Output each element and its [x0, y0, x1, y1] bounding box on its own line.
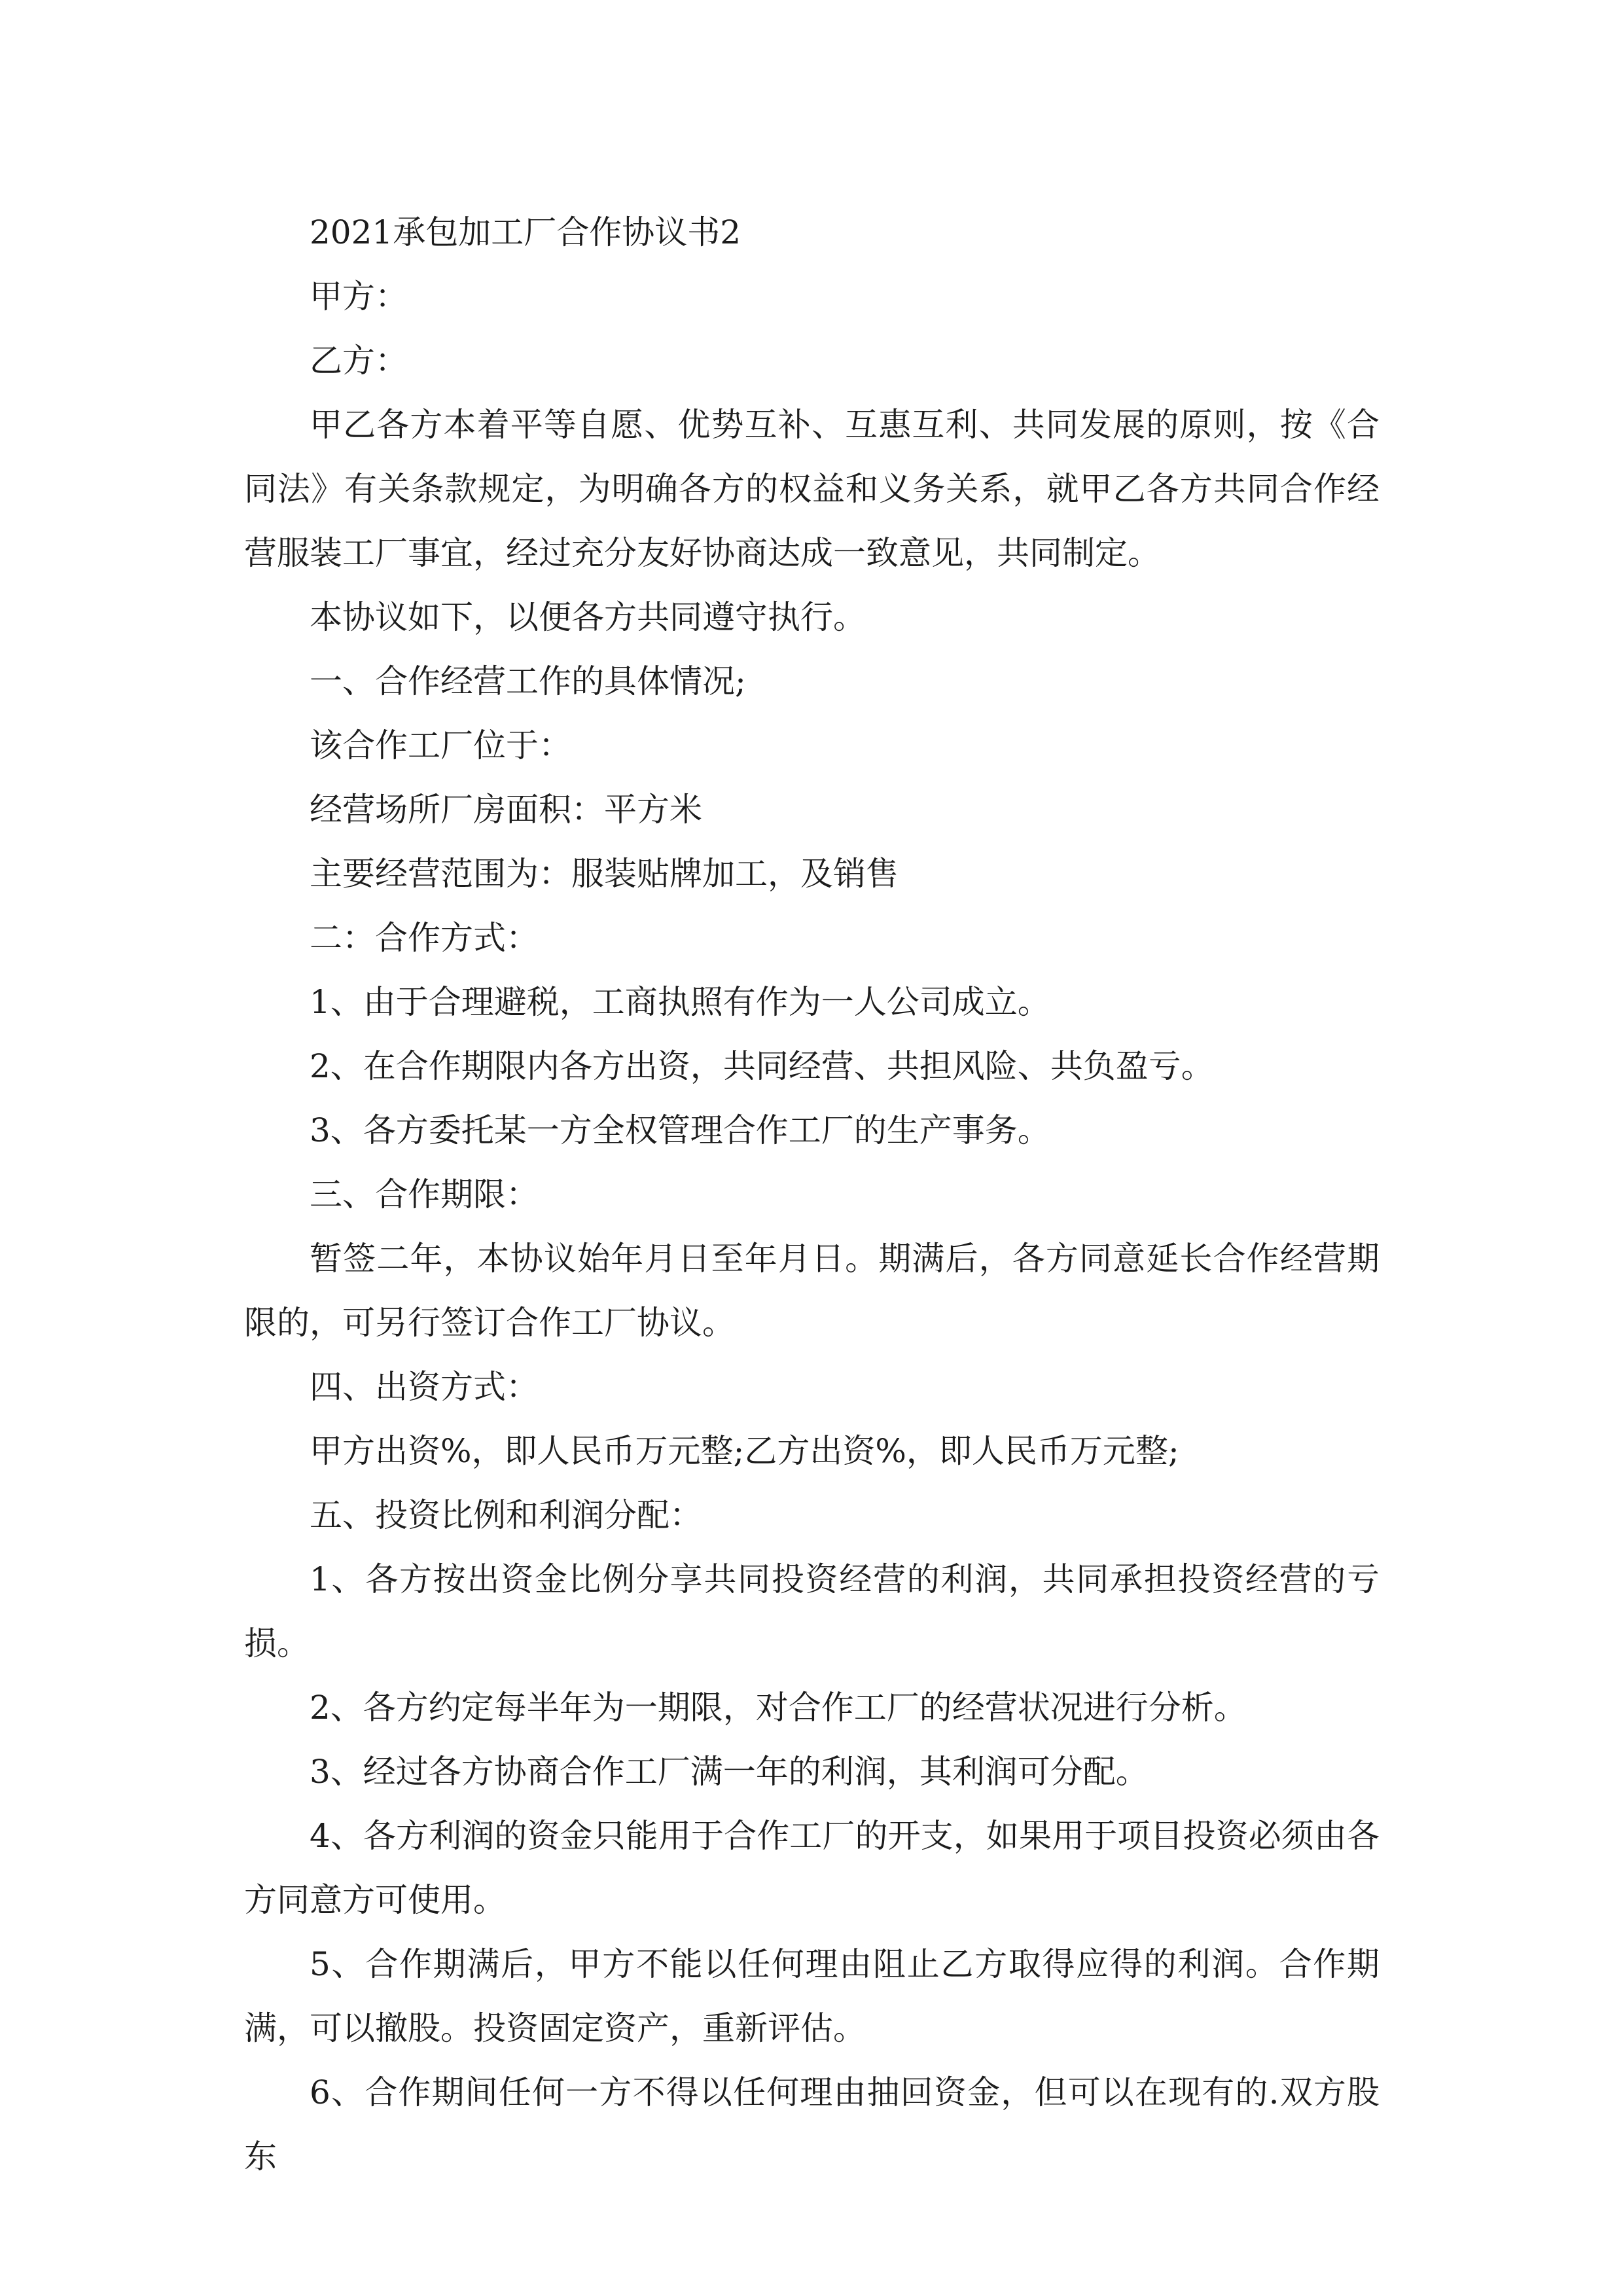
- document-title: 2021承包加工厂合作协议书2: [310, 213, 741, 251]
- clause-5-6: 6、合作期间任何一方不得以任何理由抽回资金，但可以在现有的.双方股东: [244, 2073, 1380, 2176]
- section-heading-5: 五、投资比例和利润分配：: [310, 1496, 702, 1534]
- clause-2-3: 3、各方委托某一方全权管理合作工厂的生产事务。: [310, 1111, 1050, 1149]
- factory-location: 该合作工厂位于：: [310, 726, 571, 764]
- factory-area: 经营场所厂房面积：平方米: [310, 791, 702, 829]
- clause-2-2: 2、在合作期限内各方出资，共同经营、共担风险、共负盈亏。: [310, 1047, 1214, 1085]
- contribution-paragraph: 甲方出资%，即人民币万元整;乙方出资%，即人民币万元整;: [310, 1432, 1179, 1470]
- business-scope: 主要经营范围为：服装贴牌加工，及销售: [310, 855, 899, 893]
- clause-5-1: 1、各方按出资金比例分享共同投资经营的利润，共同承担投资经营的亏损。: [244, 1560, 1380, 1662]
- section-heading-3: 三、合作期限：: [310, 1175, 539, 1213]
- clause-5-2: 2、各方约定每半年为一期限，对合作工厂的经营状况进行分析。: [310, 1689, 1247, 1727]
- section-heading-2: 二：合作方式：: [310, 919, 539, 957]
- clause-5-3: 3、经过各方协商合作工厂满一年的利润，其利润可分配。: [310, 1753, 1149, 1791]
- term-paragraph: 暂签二年，本协议始年月日至年月日。期满后，各方同意延长合作经营期限的，可另行签订合作工厂协议。: [244, 1240, 1380, 1342]
- section-heading-1: 一、合作经营工作的具体情况;: [310, 662, 746, 700]
- party-a-line: 甲方：: [310, 278, 408, 315]
- document-body: [244, 200, 1380, 2189]
- preamble-paragraph: 甲乙各方本着平等自愿、优势互补、互惠互利、共同发展的原则，按《合同法》有关条款规定，为明确各方的权益和义务关系，就甲乙各方共同合作经营服装工厂事宜，经过充分友好协商达成一致意见，共同制定。: [244, 406, 1380, 572]
- clause-5-5: 5、合作期满后，甲方不能以任何理由阻止乙方取得应得的利润。合作期满，可以撤股。投资固定资产，重新评估。: [244, 1945, 1380, 2047]
- clause-5-4: 4、各方利润的资金只能用于合作工厂的开支，如果用于项目投资必须由各方同意方可使用。: [244, 1817, 1380, 1919]
- section-heading-4: 四、出资方式：: [310, 1368, 539, 1406]
- clause-2-1: 1、由于合理避税，工商执照有作为一人公司成立。: [310, 983, 1050, 1021]
- party-b-line: 乙方：: [310, 342, 408, 380]
- preamble-closing: 本协议如下，以便各方共同遵守执行。: [310, 598, 866, 636]
